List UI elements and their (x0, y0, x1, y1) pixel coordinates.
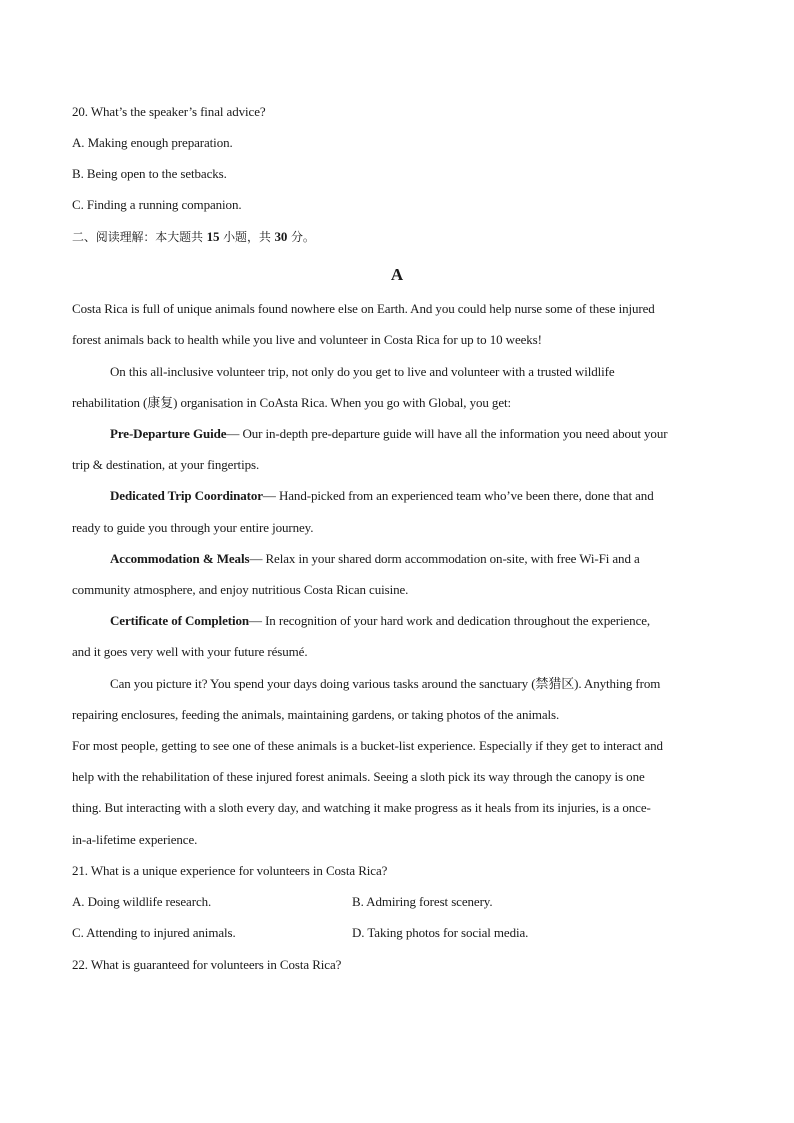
benefit-certificate-text: — In recognition of your hard work and dedication throughout the experience, (249, 613, 651, 628)
passage-title: A (390, 265, 404, 284)
benefit-guide-line1 (110, 426, 667, 442)
passage-p1-line1: Costa Rica is full of unique animals found nowhere else on Earth. And you could help nurse some of these injured (72, 301, 655, 316)
section-heading-count: 15 (206, 229, 220, 244)
passage-p1-line2: forest animals back to health while you live and volunteer in Costa Rica for up to 10 weeks! (72, 332, 542, 347)
q21-stem: 21. What is a unique experience for volunteers in Costa Rica? (72, 863, 388, 878)
section-heading (72, 229, 315, 245)
passage-p2-line1: On this all-inclusive volunteer trip, not only do you get to live and volunteer with a trusted wildlife (110, 364, 615, 379)
section-heading-prefix: 二、阅读理解：本大题共 (72, 230, 203, 244)
benefit-accommodation-text: — Relax in your shared dorm accommodation on-site, with free Wi-Fi and a (249, 551, 640, 566)
benefit-guide-term: Pre-Departure Guide (110, 426, 227, 441)
benefit-guide-line2: trip & destination, at your fingertips. (72, 457, 260, 472)
q21-option-b: B. Admiring forest scenery. (352, 894, 493, 909)
section-heading-mid: 小题，共 (223, 230, 271, 244)
q21-option-d: D. Taking photos for social media. (352, 925, 529, 940)
section-heading-suffix: 分。 (291, 230, 315, 244)
benefit-certificate-term: Certificate of Completion (110, 613, 250, 628)
benefit-accommodation-line2: community atmosphere, and enjoy nutritious Costa Rican cuisine. (72, 582, 409, 597)
q20-stem: 20. What’s the speaker’s final advice? (72, 104, 266, 119)
q20-option-c: C. Finding a running companion. (72, 197, 242, 212)
q20-option-a: A. Making enough preparation. (72, 135, 233, 150)
passage-p2-line2: rehabilitation (康复) organisation in CoAsta Rica. When you go with Global, you get: (72, 395, 512, 410)
benefit-coordinator-text: — Hand-picked from an experienced team who’ve been there, done that and (262, 488, 654, 503)
benefit-certificate-line1 (110, 613, 650, 629)
benefit-certificate-line2: and it goes very well with your future résumé. (72, 644, 308, 659)
passage-p4-line3: thing. But interacting with a sloth every day, and watching it make progress as it heals from its injuries, is a once- (72, 800, 651, 815)
section-heading-score: 30 (274, 229, 288, 244)
passage-p4-line1: For most people, getting to see one of these animals is a bucket-list experience. Especially if they get to interact and (72, 738, 663, 753)
benefit-coordinator-line1 (110, 488, 654, 504)
passage-p4-line4: in-a-lifetime experience. (72, 832, 198, 847)
benefit-accommodation-line1 (110, 551, 640, 567)
passage-p4-line2: help with the rehabilitation of these injured forest animals. Seeing a sloth pick its way through the canopy is one (72, 769, 645, 784)
benefit-guide-text: — Our in-depth pre-departure guide will have all the information you need about your (226, 426, 668, 441)
benefit-accommodation-term: Accommodation & Meals (110, 551, 250, 566)
passage-p3-line2: repairing enclosures, feeding the animals, maintaining gardens, or taking photos of the animals. (72, 707, 560, 722)
q21-option-c: C. Attending to injured animals. (72, 925, 236, 940)
passage-p3-line1: Can you picture it? You spend your days doing various tasks around the sanctuary (禁猎区). Anything from (110, 676, 661, 691)
q22-stem: 22. What is guaranteed for volunteers in Costa Rica? (72, 957, 342, 972)
q21-option-a: A. Doing wildlife research. (72, 894, 212, 909)
benefit-coordinator-line2: ready to guide you through your entire journey. (72, 520, 314, 535)
benefit-coordinator-term: Dedicated Trip Coordinator (110, 488, 263, 503)
q20-option-b: B. Being open to the setbacks. (72, 166, 227, 181)
